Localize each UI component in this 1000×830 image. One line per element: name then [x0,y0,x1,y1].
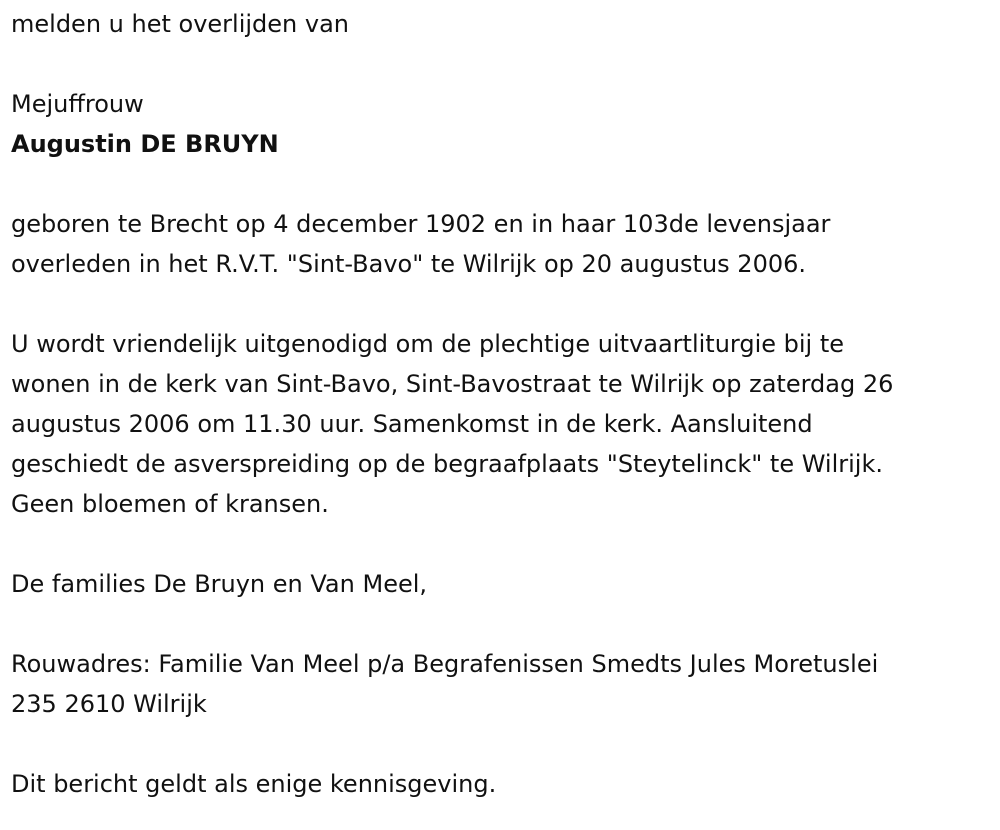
honorific-title: Mejuffrouw [11,90,144,118]
families-signature: De families De Bruyn en Van Meel, [11,570,428,598]
address-line: Rouwadres: Familie Van Meel p/a Begrafenissen Smedts Jules Moretuslei [11,650,879,678]
paragraph-line: geboren te Brecht op 4 december 1902 en in haar 103de levensjaar [11,210,831,238]
paragraph-line: U wordt vriendelijk uitgenodigd om de plechtige uitvaartliturgie bij te [11,330,845,358]
death-notice [11,4,986,804]
intro-text: melden u het overlijden van [11,10,349,38]
spacer [11,524,986,564]
closing-note: Dit bericht geldt als enige kennisgeving. [11,770,497,798]
spacer [11,604,986,644]
paragraph-line: Geen bloemen of kransen. [11,490,329,518]
ceremony-paragraph [11,324,986,524]
mourning-address [11,644,986,724]
spacer [11,724,986,764]
paragraph-line: augustus 2006 om 11.30 uur. Samenkomst in de kerk. Aansluitend [11,410,813,438]
address-line: 235 2610 Wilrijk [11,690,207,718]
paragraph-line: overleden in het R.V.T. "Sint-Bavo" te Wilrijk op 20 augustus 2006. [11,250,806,278]
deceased-name: Augustin DE BRUYN [11,130,279,158]
spacer [11,164,986,204]
spacer [11,284,986,324]
birth-death-paragraph [11,204,986,284]
spacer [11,44,986,84]
paragraph-line: wonen in de kerk van Sint-Bavo, Sint-Bavostraat te Wilrijk op zaterdag 26 [11,370,894,398]
paragraph-line: geschiedt de asverspreiding op de begraafplaats "Steytelinck" te Wilrijk. [11,450,883,478]
